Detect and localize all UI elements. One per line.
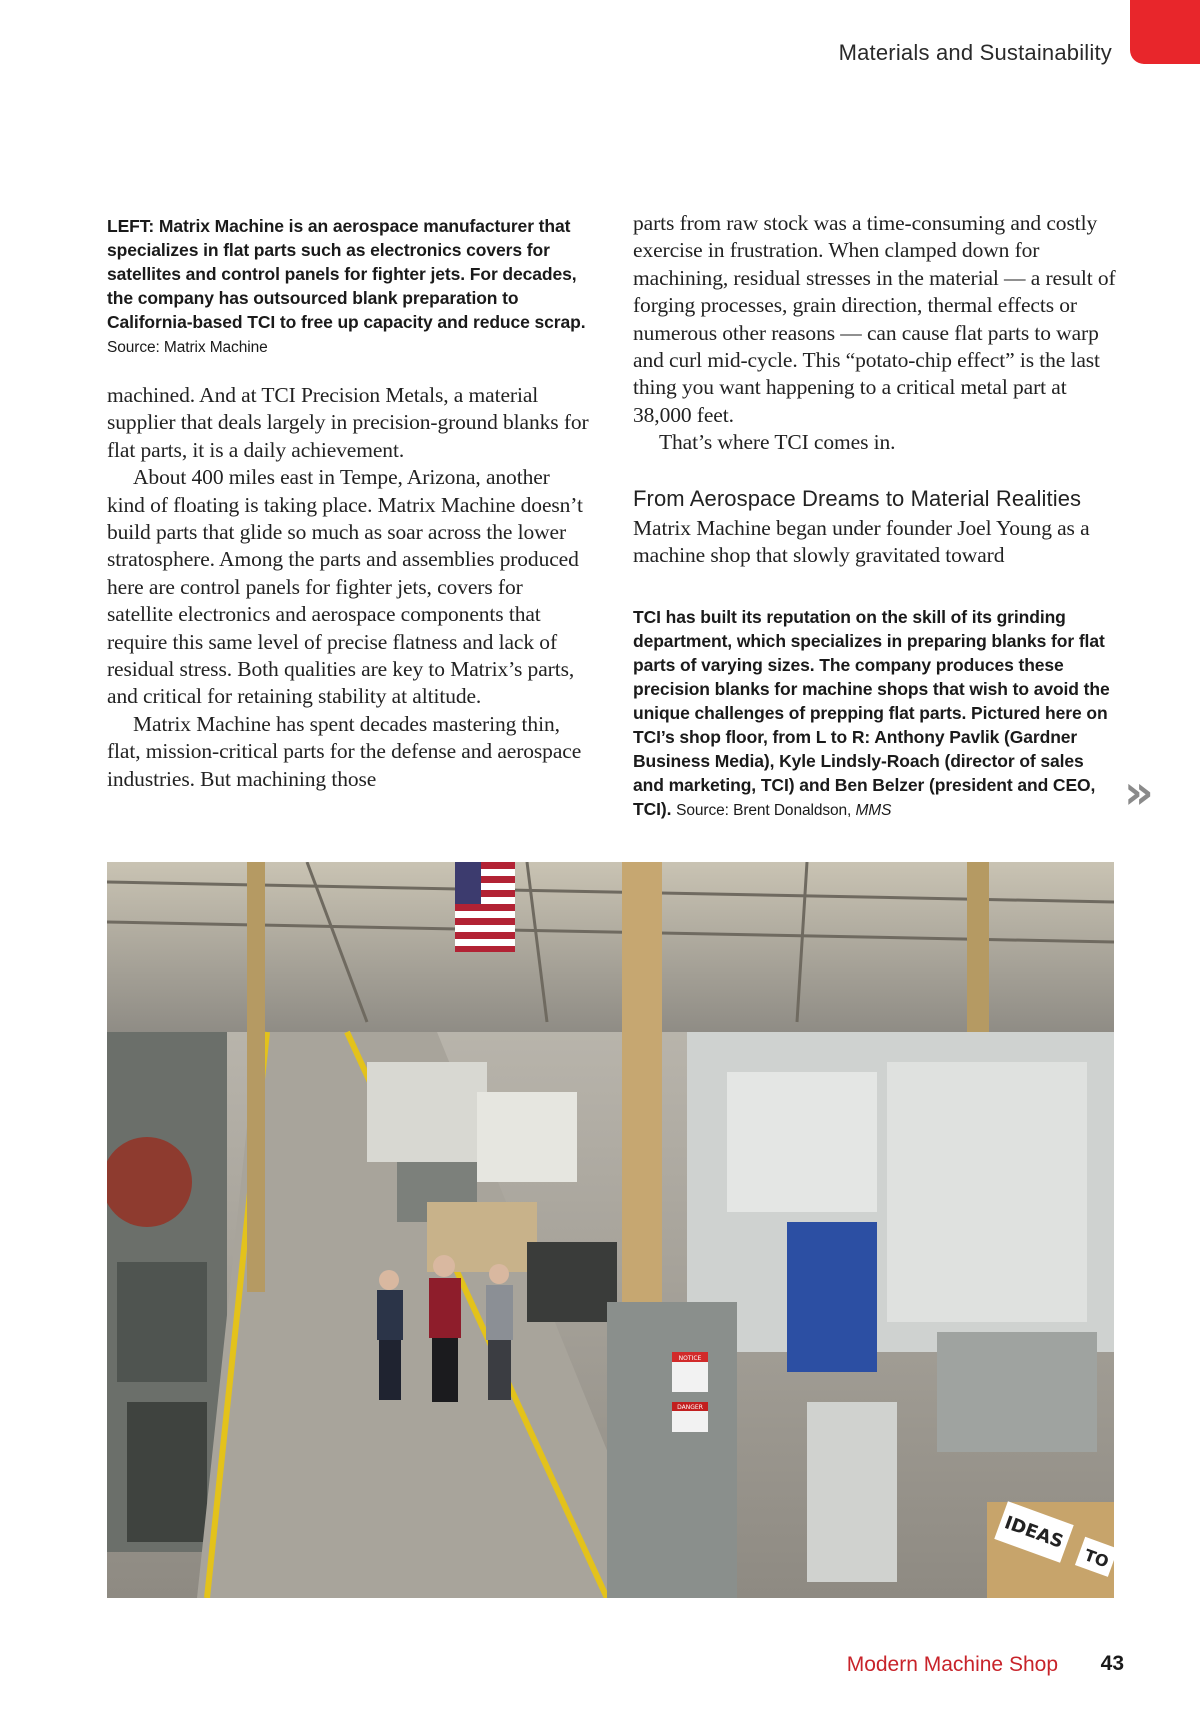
american-flag — [455, 862, 515, 952]
steel-column — [247, 862, 265, 1292]
left-machines — [107, 1032, 227, 1552]
body-paragraph: Matrix Machine began under founder Joel Young as a machine shop that slowly gravitated toward — [633, 515, 1090, 568]
left-body — [107, 382, 592, 793]
left-photo-caption — [107, 214, 592, 360]
section-subhead: From Aerospace Dreams to Material Realities — [633, 485, 1082, 511]
left-column — [107, 214, 592, 793]
electrical-cabinet — [607, 1302, 737, 1598]
section-title: Materials and Sustainability — [838, 40, 1112, 65]
body-paragraph: That’s where TCI comes in. — [659, 430, 896, 455]
magazine-name: Modern Machine Shop — [846, 1653, 1058, 1676]
to-sign-text: TO — [1081, 1545, 1112, 1572]
continue-chevron-icon[interactable]: » — [1124, 765, 1154, 819]
ideas-board — [987, 1501, 1114, 1598]
page-number: 43 — [1100, 1652, 1124, 1675]
danger-label: DANGER — [677, 1404, 703, 1411]
left-caption-text: LEFT: Matrix Machine is an aerospace manufacturer that specializes in flat parts such as electronics covers for satellites and control panels for fighter jets. For decades, the company has outsourced blank preparation to California-based TCI to free up capacity and reduce scrap. — [107, 216, 586, 332]
left-caption-source: Source: Matrix Machine — [107, 339, 268, 356]
right-column — [633, 210, 1118, 823]
caption-source-publication: MMS — [855, 802, 892, 820]
body-paragraph: Matrix Machine has spent decades mastering thin, flat, mission-critical parts for the defense and aerospace industries. But machining those — [107, 711, 582, 791]
body-paragraph: parts from raw stock was a time-consuming and costly exercise in frustration. When clamped down for machining, residual stresses in the material — a result of forging processes, grain direction, thermal effects or numerous other reasons — can cause flat parts to warp and curl mid-cycle. This “potato-chip effect” is the last thing you want happening to a critical metal part at 38,000 feet. — [633, 211, 1116, 427]
shop-floor-photo — [107, 862, 1114, 1598]
ideas-sign-text: IDEAS — [1001, 1512, 1067, 1553]
caption-source — [676, 802, 891, 819]
caption-text: TCI has built its reputation on the skill of its grinding department, which specializes in preparing blanks for flat parts of varying sizes. The company produces these precision blanks for machine shops that wish to avoid the unique challenges of prepping flat parts. Pictured here on TCI’s shop floor, from L to R: Anthony Pavlik (Gardner Business Media), Kyle Lindsly-Roach (director of sales and marketing, TCI) and Ben Belzer (president and CEO, TCI). — [633, 607, 1110, 820]
shop-floor-illustration — [107, 862, 1114, 1598]
photo-caption — [633, 605, 1118, 823]
body-paragraph: machined. And at TCI Precision Metals, a material supplier that deals largely in precision-ground blanks for flat parts, it is a daily achievement. — [107, 383, 589, 462]
caption-source-prefix: Source: Brent Donaldson, — [676, 802, 852, 820]
notice-label: NOTICE — [678, 1355, 702, 1362]
section-color-tab — [1130, 0, 1200, 64]
body-paragraph: About 400 miles east in Tempe, Arizona, another kind of floating is taking place. Matrix Machine doesn’t build parts that glide so much as soar across the lower stratosphere. Among the parts and assemblies produced here are control panels for fighter jets, covers for satellite electronics and aerospace components that require this same level of precise flatness and lack of residual stress. Both qualities are key to Matrix’s parts, and critical for retaining stability at altitude. — [107, 465, 583, 709]
